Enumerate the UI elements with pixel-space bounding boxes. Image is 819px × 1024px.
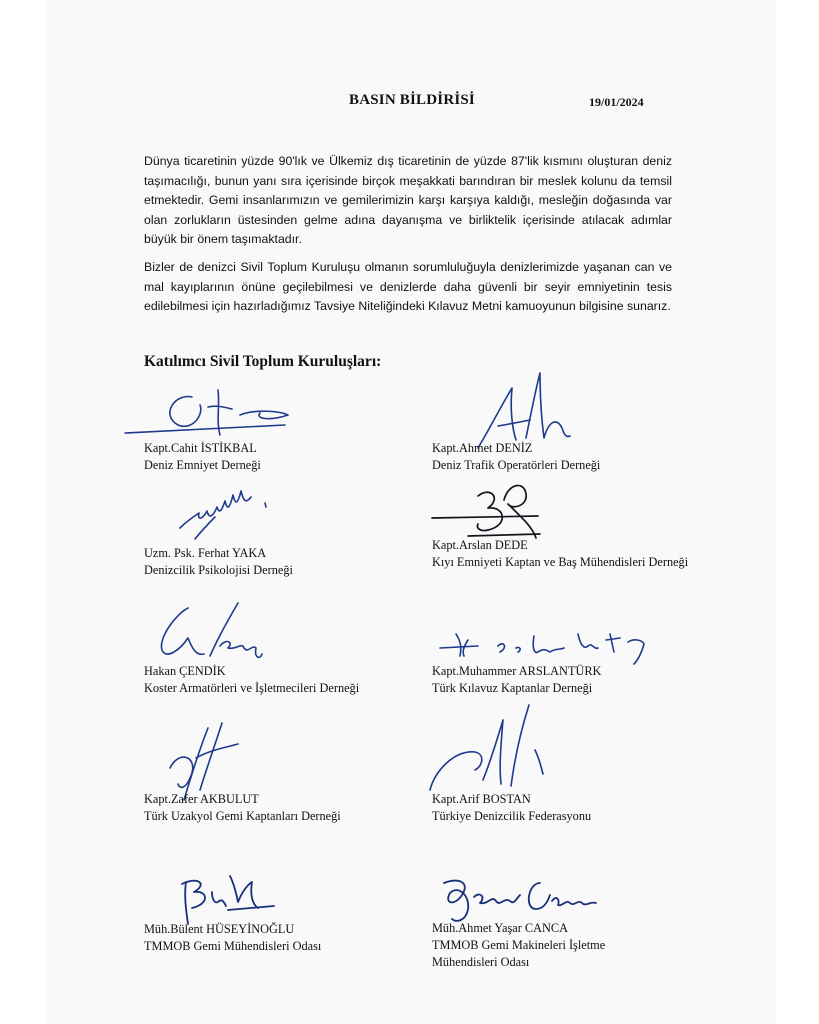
signatory-right-4 — [432, 791, 692, 825]
signatory-left-4 — [144, 791, 404, 825]
signatory-right-5 — [432, 920, 662, 971]
signatory-name: Kapt.Arif BOSTAN — [432, 792, 531, 806]
signatory-organization: TMMOB Gemi Mühendisleri Odası — [144, 939, 322, 953]
signatory-name: Kapt.Arslan DEDE — [432, 538, 528, 552]
signatory-organization: Denizcilik Psikolojisi Derneği — [144, 563, 293, 577]
paragraph-2: Bizler de denizci Sivil Toplum Kuruluşu olmanın sorumluluğuyla denizlerimizde yaşanan can ve mal kayıplarının önüne geçilebilmesi ve denizlerde daha güvenli bir seyir emniyetinin tesis edilebilmesi için hazırladığımız Tavsiye Niteliğindeki Kılavuz Metni kamuoyunun bilgisine sunarız. — [144, 260, 672, 314]
signatory-organization: Türk Uzakyol Gemi Kaptanları Derneği — [144, 809, 341, 823]
signatory-right-1 — [432, 440, 692, 474]
signatory-name: Hakan ÇENDİK — [144, 664, 226, 678]
signatory-name: Uzm. Psk. Ferhat YAKA — [144, 546, 267, 560]
signatory-organization: Türk Kılavuz Kaptanlar Derneği — [432, 681, 593, 695]
paragraph-1: Dünya ticaretinin yüzde 90'lık ve Ülkemiz dış ticaretinin de yüzde 87'lik kısmını oluşturan deniz taşımacılığı, bunun yanı sıra içerisinde birçok meşakkati barındıran bir meslek kolunu da temsil etmektedir. Gemi insanlarımızın ve gemilerimizin karşı karşıya kaldığı, mesleğin doğasında var olan zorlukların üstesinden gelme adına dayanışma ve birliktelik içerisinde atılacak adımlar büyük bir önem taşımaktadır. — [144, 154, 672, 247]
signatory-name: Müh.Bülent HÜSEYİNOĞLU — [144, 922, 295, 936]
participants-heading: Katılımcı Sivil Toplum Kuruluşları: — [144, 353, 382, 370]
signatory-name: Kapt.Zafer AKBULUT — [144, 792, 259, 806]
signatory-name: Müh.Ahmet Yaşar CANCA — [432, 921, 568, 935]
signatory-name: Kapt.Cahit İSTİKBAL — [144, 441, 257, 455]
signatory-name: Kapt.Ahmet DENİZ — [432, 441, 533, 455]
signatory-organization: Kıyı Emniyeti Kaptan ve Baş Mühendisleri Derneği — [432, 555, 689, 569]
signatory-organization: Deniz Emniyet Derneği — [144, 458, 261, 472]
document-title: BASIN BİLDİRİSİ — [349, 92, 475, 108]
signatory-organization: Türkiye Denizcilik Federasyonu — [432, 809, 592, 823]
signatory-right-3 — [432, 663, 692, 697]
signatory-organization: Koster Armatörleri ve İşletmecileri Derneği — [144, 681, 360, 695]
signatory-left-5 — [144, 921, 404, 955]
signatory-left-1 — [144, 440, 404, 474]
signatory-left-3 — [144, 663, 404, 697]
document-date: 19/01/2024 — [589, 95, 644, 109]
signatory-organization: TMMOB Gemi Makineleri İşletme Mühendisleri Odası — [432, 938, 606, 969]
signatory-right-2 — [432, 537, 692, 571]
signatory-left-2 — [144, 545, 404, 579]
signatory-name: Kapt.Muhammer ARSLANTÜRK — [432, 664, 602, 678]
signatory-organization: Deniz Trafik Operatörleri Derneği — [432, 458, 601, 472]
